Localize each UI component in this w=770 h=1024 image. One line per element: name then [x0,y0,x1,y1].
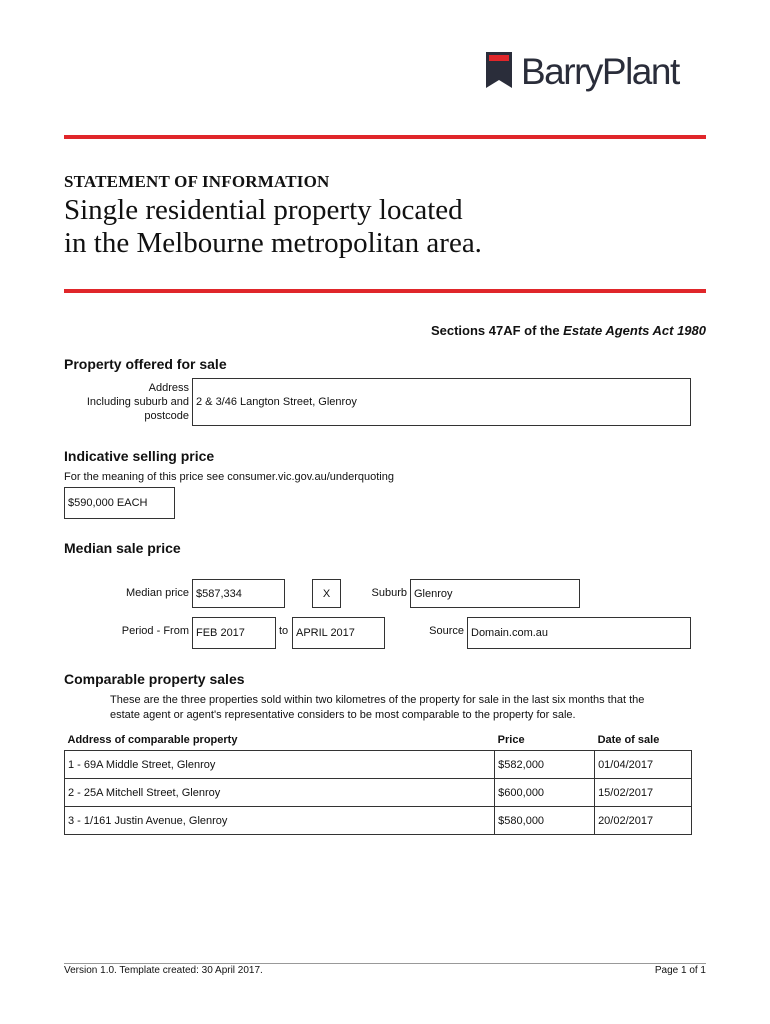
suburb-value: Glenroy [414,587,453,600]
row-address[interactable]: 3 - 1/161 Justin Avenue, Glenroy [65,807,495,835]
row-date[interactable]: 20/02/2017 [595,807,692,835]
second-red-rule [64,289,706,293]
document-title [64,194,482,260]
period-from-label: Period - From [121,625,189,637]
document-kicker: STATEMENT OF INFORMATION [64,172,330,191]
row-date[interactable]: 01/04/2017 [595,751,692,779]
address-value: 2 & 3/46 Langton Street, Glenroy [196,396,357,408]
act-reference [431,323,706,338]
indicative-note: For the meaning of this price see consumer.vic.gov.au/underquoting [64,471,394,483]
row-price[interactable]: $582,000 [495,751,595,779]
period-from-field[interactable] [192,617,276,649]
footer-divider [64,963,706,964]
comparable-table [64,730,692,835]
barry-plant-logo [486,50,679,98]
address-label [64,381,189,423]
column-header-address: Address of comparable property [67,734,238,746]
indicative-heading: Indicative selling price [64,448,215,464]
property-heading: Property offered for sale [64,356,227,372]
suburb-field[interactable] [410,579,580,608]
row-date[interactable]: 15/02/2017 [595,779,692,807]
top-red-rule [64,135,706,139]
row-address[interactable]: 2 - 25A Mitchell Street, Glenroy [65,779,495,807]
address-label-line-1: Address [148,382,189,394]
source-field[interactable] [467,617,691,649]
brand-name: BarryPlant [521,51,679,92]
median-price-label: Median price [126,587,189,599]
footer-page-number: Page 1 of 1 [654,965,706,976]
source-label: Source [429,625,464,637]
table-row [65,751,692,779]
house-type-checkbox[interactable] [312,579,341,608]
table-row [65,779,692,807]
source-value: Domain.com.au [471,627,549,639]
table-header-row [65,730,692,751]
comparable-intro [110,693,644,723]
address-field[interactable] [192,378,691,426]
indicative-price-value: $590,000 EACH [68,497,148,509]
title-line-2: in the Melbourne metropolitan area. [64,227,482,259]
period-to-value: APRIL 2017 [296,627,355,639]
house-type-marker: X [322,587,331,600]
row-price[interactable]: $600,000 [495,779,595,807]
title-line-1: Single residential property located [64,194,463,226]
suburb-label: Suburb [371,587,407,599]
address-label-line-3: postcode [144,410,189,422]
indicative-price-field[interactable] [64,487,175,519]
row-price[interactable]: $580,000 [495,807,595,835]
comparable-heading: Comparable property sales [64,671,245,687]
period-to-field[interactable] [292,617,385,649]
comparable-intro-line-2: estate agent or agent's representative considers to be most comparable to the property for sale. [110,709,576,721]
column-header-date: Date of sale [597,734,660,746]
act-prefix: Sections 47AF of the [430,323,564,338]
period-to-label: to [279,625,289,637]
flag-icon [486,52,512,88]
median-price-value: $587,334 [196,587,242,600]
period-from-value: FEB 2017 [196,627,245,639]
comparable-intro-line-1: These are the three properties sold within two kilometres of the property for sale in the last six months that the [110,694,645,706]
median-heading: Median sale price [64,540,181,556]
act-name: Estate Agents Act 1980 [563,323,706,338]
row-address[interactable]: 1 - 69A Middle Street, Glenroy [65,751,495,779]
address-label-line-2: Including suburb and [86,396,189,408]
column-header-price: Price [497,734,525,746]
footer-version: Version 1.0. Template created: 30 April 2017. [64,965,263,976]
table-row [65,807,692,835]
median-price-field[interactable] [192,579,285,608]
